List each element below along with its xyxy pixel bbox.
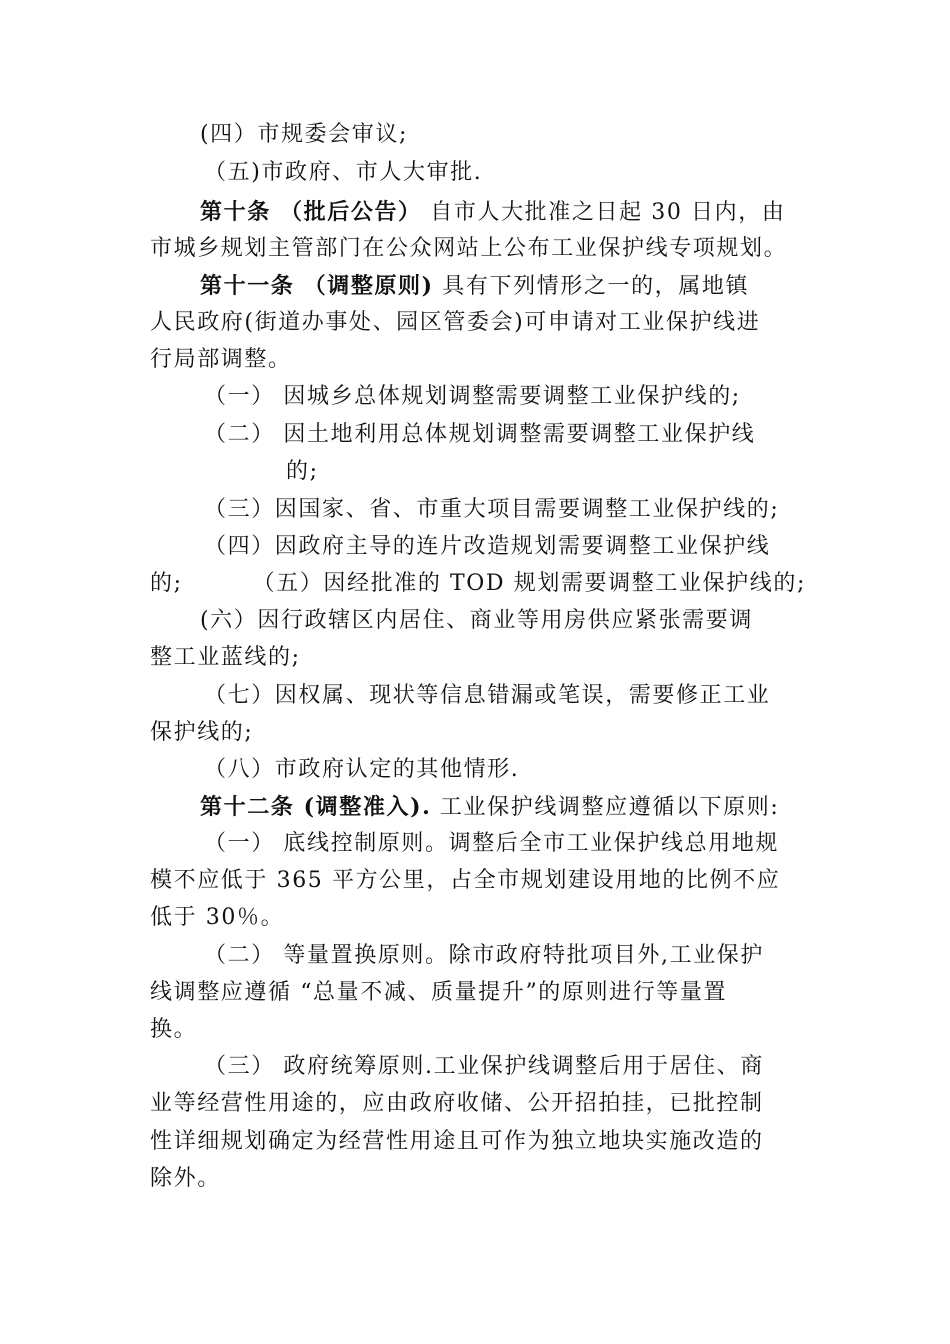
article-heading-line: 第十二条 (调整准入). 工业保护线调整应遵循以下原则: bbox=[200, 794, 780, 820]
text-line: 模不应低于 365 平方公里，占全市规划建设用地的比例不应 bbox=[150, 868, 781, 893]
text-line: （二） 因土地利用总体规划调整需要调整工业保护线 bbox=[204, 422, 756, 447]
text-line: 整工业蓝线的; bbox=[150, 645, 301, 670]
text-line: 业等经营性用途的，应由政府收储、公开招拍挂，已批控制 bbox=[150, 1091, 764, 1116]
text-line: （四）因政府主导的连片改造规划需要调整工业保护线 bbox=[204, 534, 771, 559]
text-line: 换。 bbox=[150, 1017, 198, 1042]
text-line: (六）因行政辖区内居住、商业等用房供应紧张需要调 bbox=[200, 608, 753, 633]
text-line: （一） 因城乡总体规划调整需要调整工业保护线的; bbox=[204, 384, 741, 409]
article-heading: 第十一条 （调整原则) bbox=[200, 273, 434, 299]
text-line: 行局部调整。 bbox=[150, 347, 292, 372]
article-heading-line: 第十一条 （调整原则) 具有下列情形之一的，属地镇 bbox=[200, 273, 750, 299]
text-line: 线调整应遵循 “总量不减、质量提升”的原则进行等量置 bbox=[150, 980, 728, 1005]
article-heading: 第十二条 (调整准入). bbox=[200, 794, 432, 820]
text-line: 人民政府(街道办事处、园区管委会)可申请对工业保护线进 bbox=[150, 310, 761, 335]
text-line: （三） 政府统筹原则.工业保护线调整后用于居住、商 bbox=[204, 1054, 764, 1079]
text-line: 市城乡规划主管部门在公众网站上公布工业保护线专项规划。 bbox=[150, 236, 788, 261]
text-line: （五)市政府、市人大审批. bbox=[204, 160, 483, 185]
text-line: (四）市规委会审议; bbox=[200, 122, 408, 147]
text-line: （八）市政府认定的其他情形. bbox=[204, 757, 520, 782]
text-line: 的; bbox=[286, 459, 319, 484]
text-line: 除外。 bbox=[150, 1166, 221, 1191]
text-line: （七）因权属、现状等信息错漏或笔误，需要修正工业 bbox=[204, 683, 771, 708]
text-line: （一） 底线控制原则。调整后全市工业保护线总用地规 bbox=[204, 831, 779, 856]
text-line: 低于 30％。 bbox=[150, 905, 285, 930]
text-line: 性详细规划确定为经营性用途且可作为独立地块实施改造的 bbox=[150, 1129, 764, 1154]
text-line: 保护线的; bbox=[150, 720, 254, 745]
article-heading-line: 第十条 （批后公告） 自市人大批准之日起 30 日内，由 bbox=[200, 199, 786, 225]
text-line: （三）因国家、省、市重大项目需要调整工业保护线的; bbox=[204, 497, 780, 522]
article-heading: 第十条 （批后公告） bbox=[200, 199, 422, 225]
text-line: （二） 等量置换原则。除市政府特批项目外,工业保护 bbox=[204, 943, 764, 968]
text-line: 的; （五）因经批准的 TOD 规划需要调整工业保护线的; bbox=[150, 571, 806, 596]
